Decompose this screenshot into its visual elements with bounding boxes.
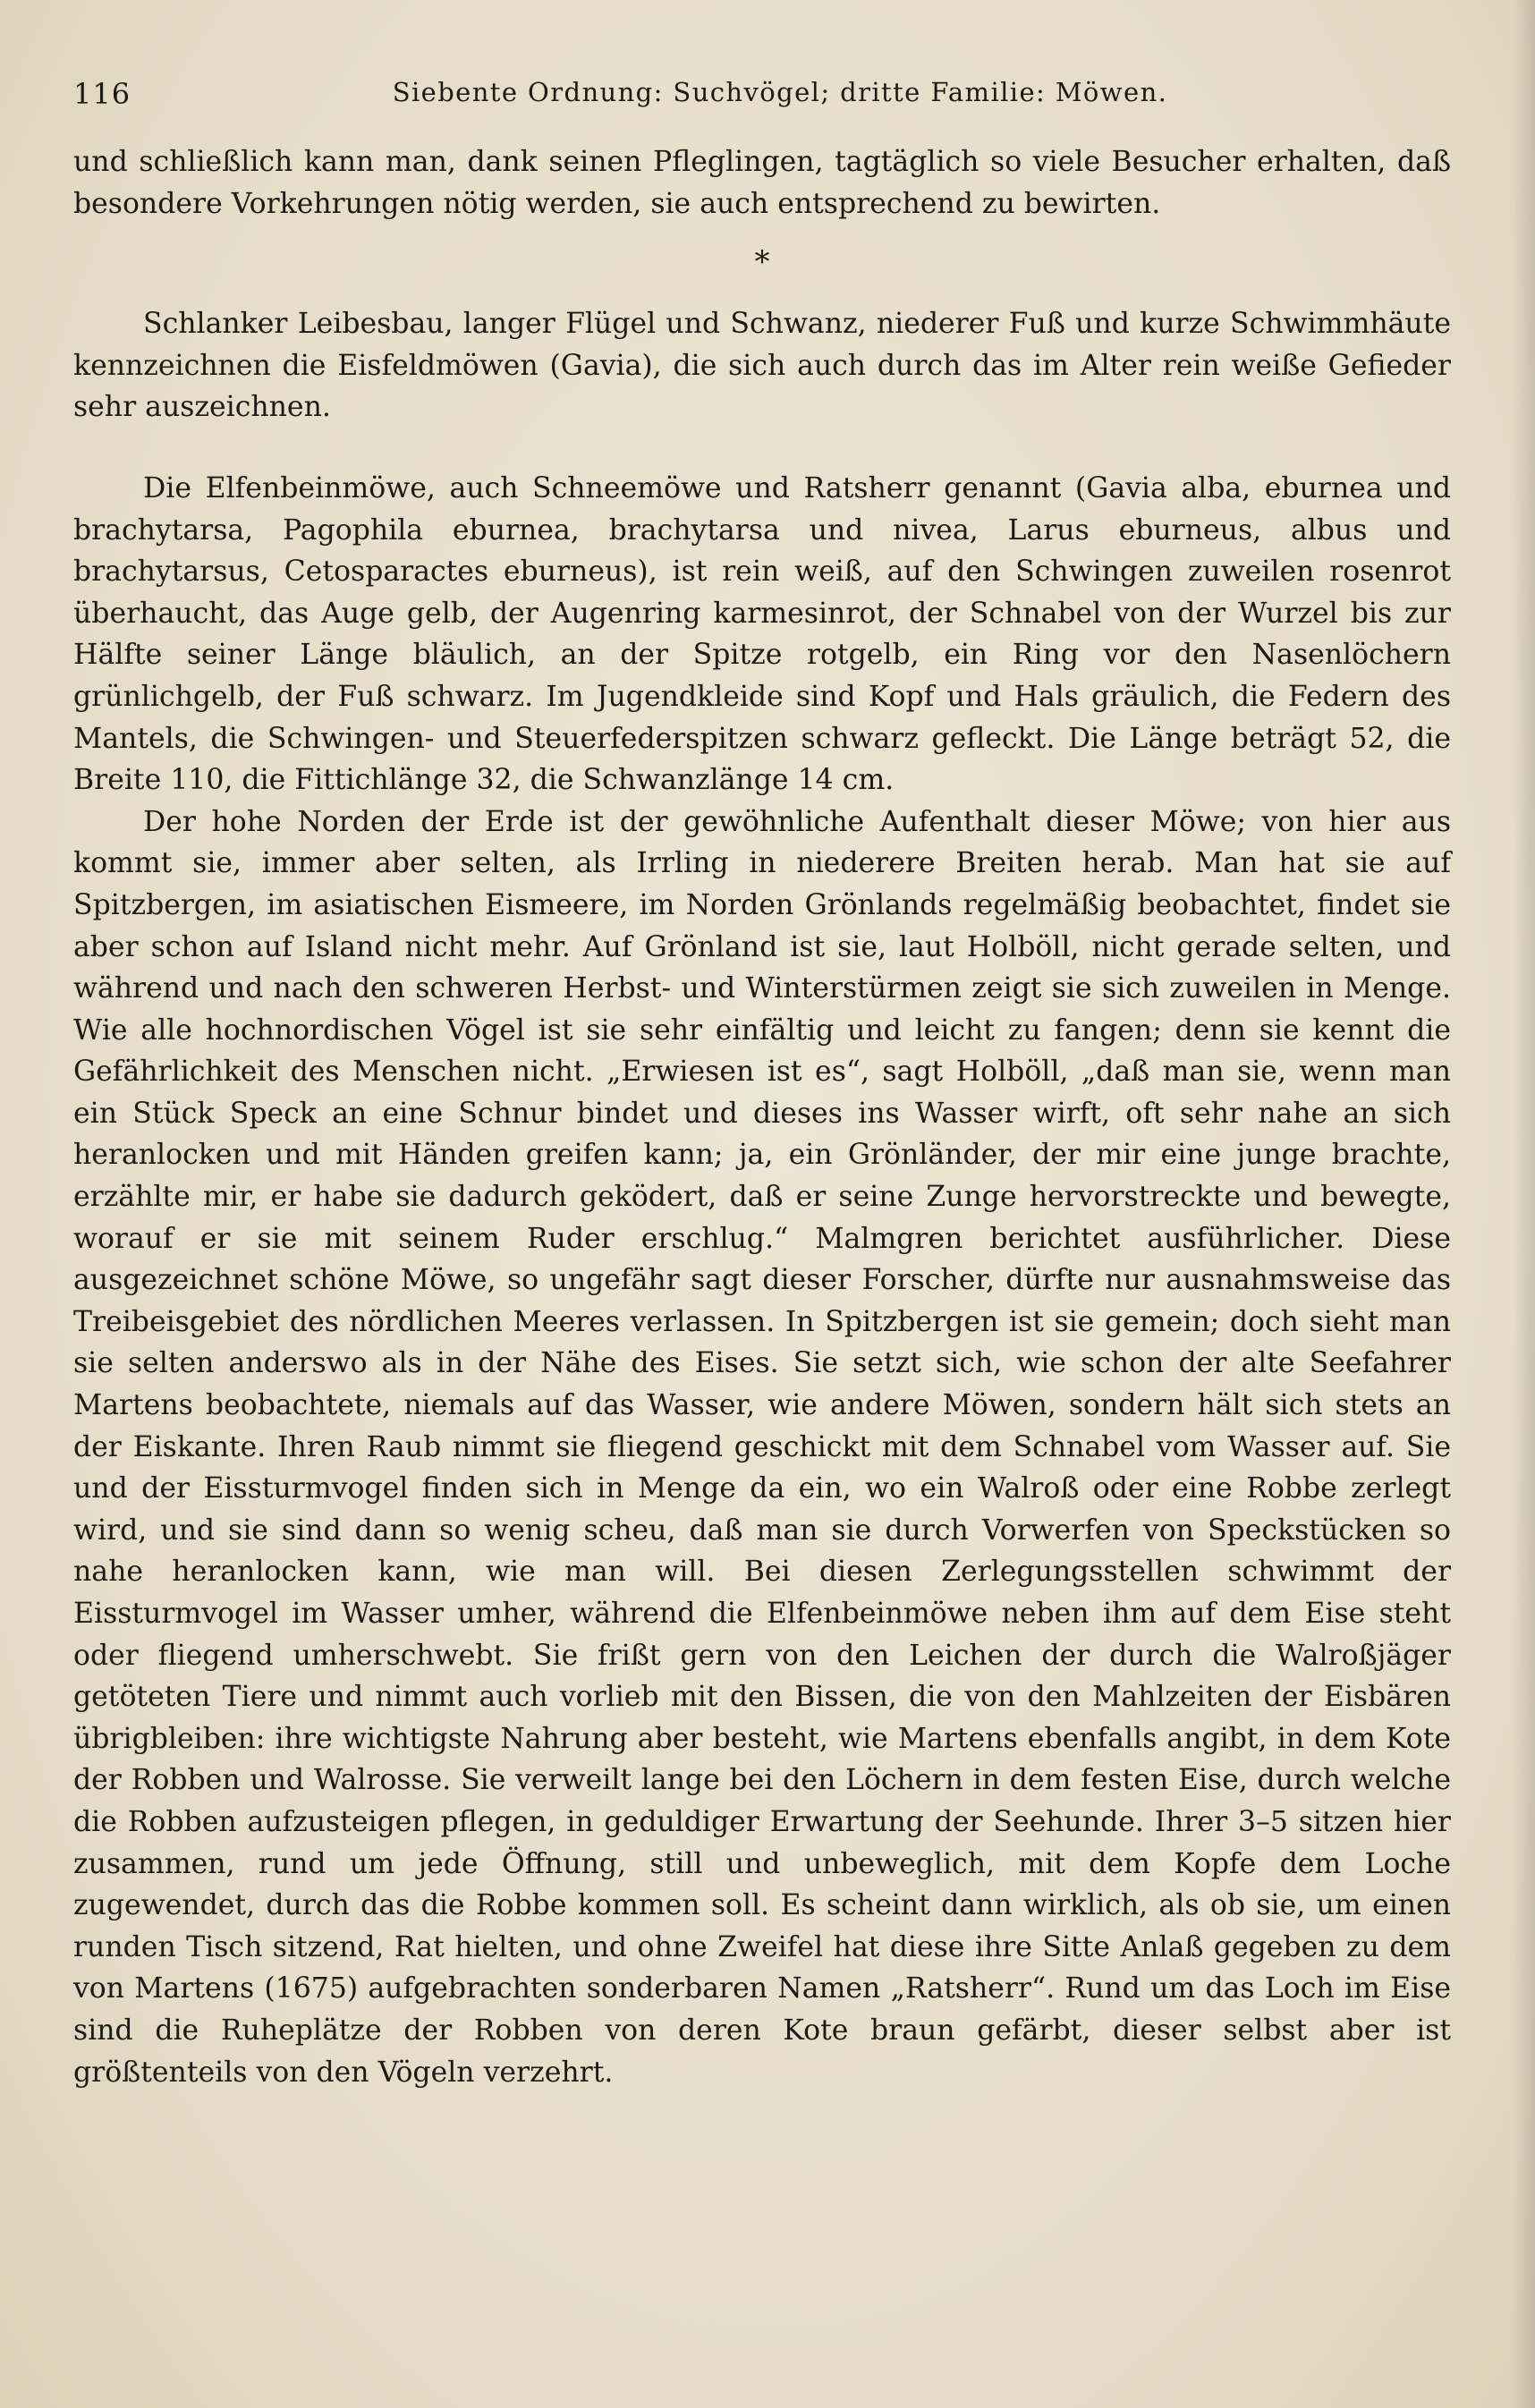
page-header xyxy=(73,73,1469,118)
page-gutter-shadow xyxy=(1512,0,1535,2408)
page-number: 116 xyxy=(73,77,131,111)
running-title: Siebente Ordnung: Suchvögel; dritte Familie: Möwen. xyxy=(392,77,1168,107)
paragraph-genus-intro: Schlanker Leibesbau, langer Flügel und Schwanz, niederer Fuß und kurze Schwimmhäute kennzeichnen die Eisfeldmöwen (Gavia), die sich auch durch das im Alter rein weiße Gefieder sehr auszeichnen. xyxy=(73,308,1451,424)
paragraph-species-description: Die Elfenbeinmöwe, auch Schneemöwe und Ratsherr genannt (Gavia alba, eburnea und brachytarsa, Pagophila eburnea, brachytarsa und nivea, Larus eburneus, albus und brachytarsus, Cetosparactes eburneus), ist rein weiß, auf den Schwingen zuweilen rosenrot überhaucht, das Auge gelb, der Augenring karmesinrot, der Schnabel von der Wurzel bis zur Hälfte seiner Länge bläulich, an der Spitze rotgelb, ein Ring vor den Nasenlöchern grünlichgelb, der Fuß schwarz. Im Jugendkleide sind Kopf und Hals gräulich, die Federn des Mantels, die Schwingen- und Steuerfederspitzen schwarz gefleckt. Die Länge beträgt 52, die Breite 110, die Fittichlänge 32, die Schwanzlänge 14 cm. xyxy=(73,471,1451,797)
paragraph-gap xyxy=(73,428,1451,468)
section-separator: * xyxy=(754,244,770,281)
paragraph-habitat-behavior: Der hohe Norden der Erde ist der gewöhnliche Aufenthalt dieser Möwe; von hier aus kommt sie, immer aber selten, als Irrling in niederere Breiten herab. Man hat sie auf Spitzbergen, im asiatischen Eismeere, im Norden Grönlands regelmäßig beobachtet, findet sie aber schon auf Island nicht mehr. Auf Grönland ist sie, laut Holböll, nicht gerade selten, und während und nach den schweren Herbst- und Winterstürmen zeigt sie sich zuweilen in Menge. Wie alle hochnordischen Vögel ist sie sehr einfältig und leicht zu fangen; denn sie kennt die Gefährlichkeit des Menschen nicht. „Erwiesen ist es“, sagt Holböll, „daß man sie, wenn man ein Stück Speck an eine Schnur bindet und dieses ins Wasser wirft, oft sehr nahe an sich heranlocken und mit Händen greifen kann; ja, ein Grönländer, der mir eine junge brachte, erzählte mir, er habe sie dadurch geködert, daß er seine Zunge hervorstreckte und bewegte, worauf er sie mit seinem Ruder erschlug.“ Malmgren berichtet ausführlicher. Diese ausgezeichnet schöne Möwe, so ungefähr sagt dieser Forscher, dürfte nur ausnahmsweise das Treibeisgebiet des nördlichen Meeres verlassen. In Spitzbergen ist sie gemein; doch sieht man sie selten anderswo als in der Nähe des Eises. Sie setzt sich, wie schon der alte Seefahrer Martens beobachtete, niemals auf das Wasser, wie andere Möwen, sondern hält sich stets an der Eiskante. Ihren Raub nimmt sie fliegend geschickt mit dem Schnabel vom Wasser auf. Sie und der Eissturmvogel finden sich in Menge da ein, wo ein Walroß oder eine Robbe zerlegt wird, und sie sind dann so wenig scheu, daß man sie durch Vorwerfen von Speckstücken so nahe heranlocken kann, wie man will. Bei diesen Zerlegungsstellen schwimmt der Eissturmvogel im Wasser umher, während die Elfenbeinmöwe neben ihm auf dem Eise steht oder fliegend umherschwebt. Sie frißt gern von den Leichen der durch die Walroßjäger getöteten Tiere und nimmt auch vorlieb mit den Bissen, die von den Mahlzeiten der Eisbären übrigbleiben: ihre wichtigste Nahrung aber besteht, wie Martens ebenfalls angibt, in dem Kote der Robben und Walrosse. Sie verweilt lange bei den Löchern in dem festen Eise, durch welche die Robben aufzusteigen pflegen, in geduldiger Erwartung der Seehunde. Ihrer 3–5 sitzen hier zusammen, rund um jede Öffnung, still und unbeweglich, mit dem Kopfe dem Loche zugewendet, durch das die Robbe kommen soll. Es scheint dann wirklich, als ob sie, um einen runden Tisch sitzend, Rat hielten, und ohne Zweifel hat diese ihre Sitte Anlaß gegeben zu dem von Martens (1675) aufgebrachten sonderbaren Namen „Ratsherr“. Rund um das Loch im Eise sind die Ruheplätze der Robben von deren Kote braun gefärbt, dieser selbst aber ist größtenteils von den Vögeln verzehrt. xyxy=(73,805,1451,2089)
paragraph-continuation: und schließlich kann man, dank seinen Pfleglingen, tagtäglich so viele Besucher erhalten, daß besondere Vorkehrungen nötig werden, sie auch entsprechend zu bewirten. xyxy=(73,146,1451,220)
page-body xyxy=(73,141,1451,2093)
